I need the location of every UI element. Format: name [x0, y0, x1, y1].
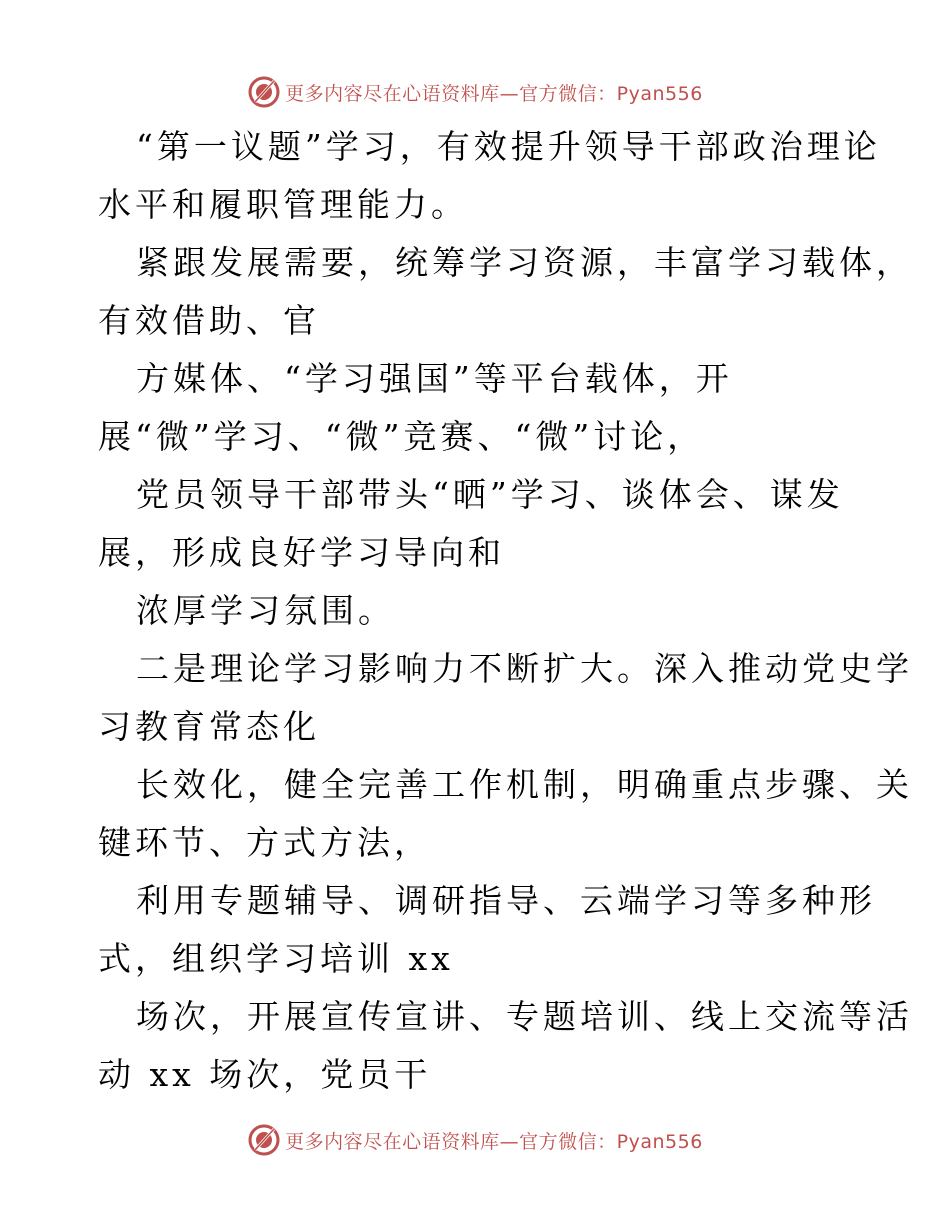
text-line: 浓厚学习氛围。: [136, 591, 395, 630]
seal-logo-icon: [247, 75, 281, 109]
footer-watermark: [0, 1120, 950, 1160]
text-line: 展，形成良好学习导向和: [98, 533, 505, 572]
text-line: 展“微”学习、“微”竞赛、“微”讨论，: [98, 417, 705, 456]
watermark-text: 更多内容尽在心语资料库—官方微信：Pyan556: [285, 82, 703, 105]
text-line: 利用专题辅导、调研指导、云端学习等多种形: [136, 881, 876, 920]
text-line: 二是理论学习影响力不断扩大。深入推动党史学: [136, 649, 913, 688]
watermark-text: 更多内容尽在心语资料库—官方微信：Pyan556: [285, 1130, 703, 1153]
document-body: [98, 118, 913, 1104]
text-line: 有效借助、官: [98, 301, 320, 340]
text-line: 习教育常态化: [98, 707, 320, 746]
text-line: 式，组织学习培训 xx: [98, 939, 454, 978]
text-line: 水平和履职管理能力。: [98, 185, 468, 224]
text-line: “第一议题”学习，有效提升领导干部政治理论: [136, 127, 881, 166]
text-line: 场次，开展宣传宣讲、专题培训、线上交流等活: [136, 997, 913, 1036]
seal-logo-icon: [247, 1123, 281, 1157]
text-line: 紧跟发展需要，统筹学习资源，丰富学习载体，: [136, 243, 913, 282]
text-line: 长效化，健全完善工作机制，明确重点步骤、关: [136, 765, 913, 804]
text-line: 方媒体、“学习强国”等平台载体，开: [136, 359, 733, 398]
text-line: 党员领导干部带头“晒”学习、谈体会、谋发: [136, 475, 844, 514]
text-line: 键环节、方式方法，: [98, 823, 431, 862]
header-watermark: [0, 72, 950, 112]
text-line: 动 xx 场次，党员干: [98, 1055, 432, 1094]
